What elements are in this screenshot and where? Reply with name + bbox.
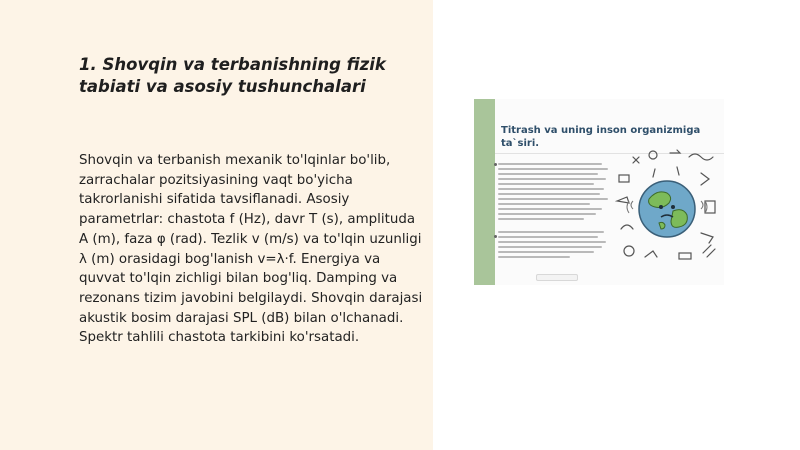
- slide-text-line: [498, 208, 602, 210]
- slide-text-line: [498, 173, 598, 175]
- body-paragraph: Shovqin va terbanish mexanik to'lqinlar bo'lib, zarrachalar pozitsiyasining vaqt bo'yicha takrorlanishi sifatida tavsiflanadi. Asosiy parametrlar: chastota f (Hz), davr T (s), amplituda A (m), faza φ (rad). Tezlik v (m/s) va to'lqin uzunligi λ (m) orasidagi bog'lanish v=λ·f. Energiya va quvvat to'lqin zichligi bilan bog'liq. Damping va rezonans tizim javobini belgilaydi. Shovqin darajasi akustik bosim darajasi SPL (dB) bilan o'lchanadi. Spektr tahlili chastota tarkibini ko'rsatadi.: [79, 153, 423, 346]
- slide-text-line: [498, 241, 606, 243]
- slide-text-line: [498, 256, 570, 258]
- slide-title: Titrash va uning inson organizmiga ta`siri.: [501, 125, 701, 149]
- slide-accent-band: [474, 99, 495, 285]
- slide-text-line: [498, 251, 594, 253]
- slide-text-block: [498, 163, 610, 261]
- slide-text-line: [498, 193, 600, 195]
- slide-text-line: [498, 236, 598, 238]
- slide-text-line: [498, 213, 596, 215]
- slide-text-line: [498, 218, 584, 220]
- slide-text-line: [498, 178, 606, 180]
- slide-text-line: [498, 168, 608, 170]
- slide-text-line: [498, 183, 594, 185]
- bullet-icon: [494, 163, 497, 166]
- slide-footer: [536, 274, 578, 281]
- slide-text-line: [498, 198, 608, 200]
- slide-text-line: [498, 203, 590, 205]
- slide-text-line: [498, 246, 602, 248]
- section-heading: 1. Shovqin va terbanishning fizik tabiati va asosiy tushunchalari: [79, 55, 386, 96]
- bullet-icon: [494, 235, 497, 238]
- slide-text-line: [498, 163, 602, 165]
- slide-text-line: [498, 188, 604, 190]
- globe-illustration: [615, 149, 719, 267]
- slide-text-line: [498, 231, 604, 233]
- slide-thumbnail-image: [474, 99, 724, 285]
